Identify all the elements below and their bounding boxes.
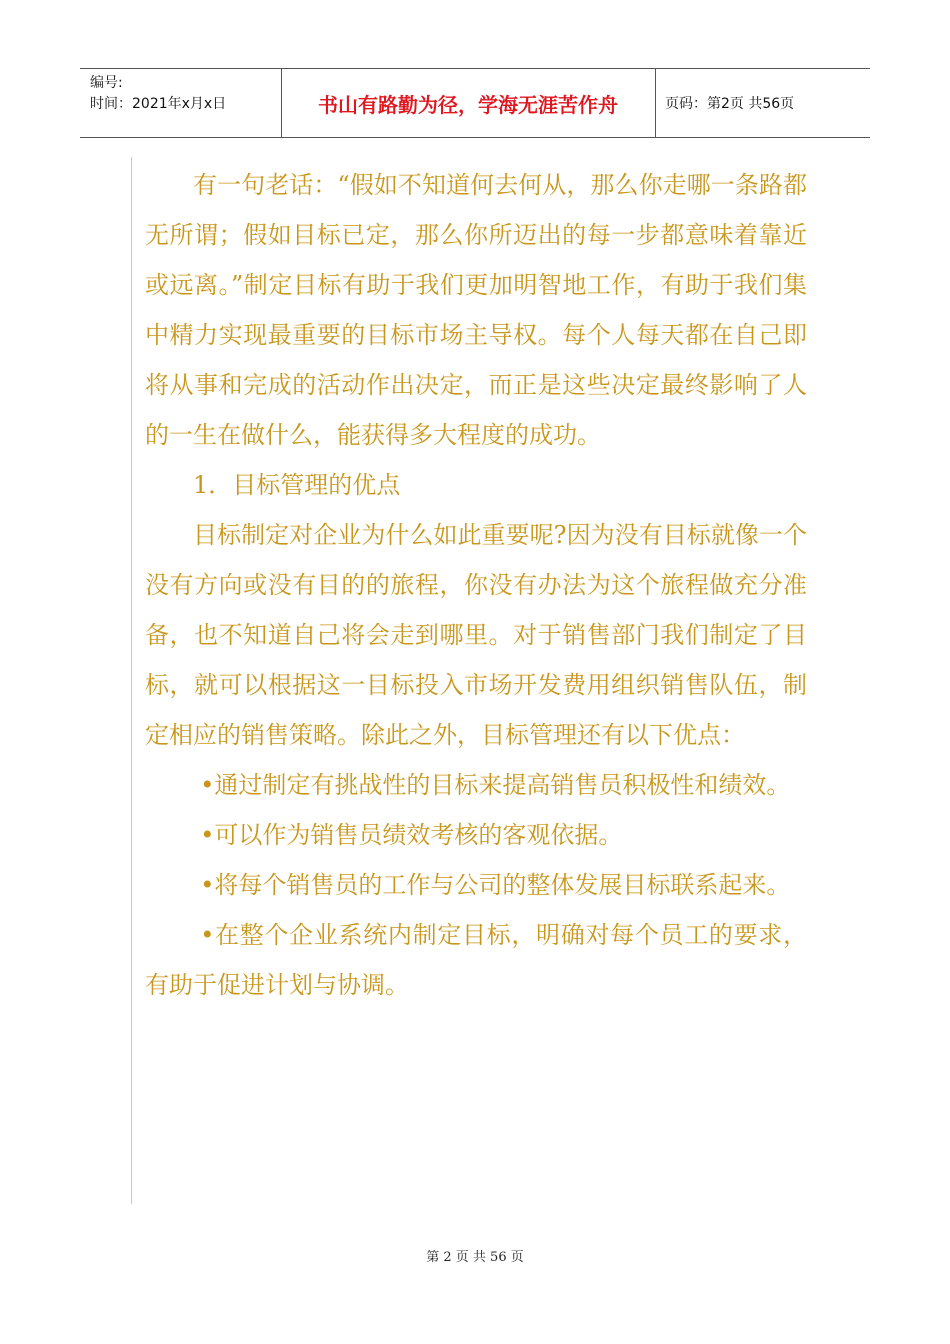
margin-rule	[131, 157, 132, 1204]
document-body	[145, 160, 807, 1010]
header-motto: 书山有路勤为径，学海无涯苦作舟	[318, 92, 618, 117]
header-page-info: 页码：第2页 共56页	[665, 96, 795, 112]
paragraph: 有一句老话：“假如不知道何去何从，那么你走哪一条路都无所谓；假如目标已定，那么你所迈出的每一步都意味着靠近或远离。”制定目标有助于我们更加明智地工作，有助于我们集中精力实现最重要的目标市场主导权。每个人每天都在自己即将从事和完成的活动作出决定，而正是这些决定最终影响了人的一生在做什么，能获得多大程度的成功。	[145, 171, 807, 449]
paragraph: 目标制定对企业为什么如此重要呢?因为没有目标就像一个没有方向或没有目的的旅程，你没有办法为这个旅程做充分准备，也不知道自己将会走到哪里。对于销售部门我们制定了目标，就可以根据这一目标投入市场开发费用组织销售队伍，制定相应的销售策略。除此之外，目标管理还有以下优点：	[145, 521, 807, 749]
document-header	[80, 68, 870, 138]
bullet-item: •通过制定有挑战性的目标来提高销售员积极性和绩效。	[200, 771, 791, 799]
header-meta	[90, 73, 226, 115]
time-label: 时间：2021年x月x日	[90, 96, 227, 112]
bullet-item: •在整个企业系统内制定目标，明确对每个员工的要求，有助于促进计划与协调。	[145, 921, 807, 999]
page-footer: 第 2 页 共 56 页	[426, 1250, 524, 1265]
header-divider	[655, 69, 656, 137]
bullet-item: •将每个销售员的工作与公司的整体发展目标联系起来。	[200, 871, 791, 899]
number-label: 编号:	[90, 75, 123, 91]
section-heading: 1．目标管理的优点	[193, 471, 401, 499]
bullet-item: •可以作为销售员绩效考核的客观依据。	[200, 821, 623, 849]
